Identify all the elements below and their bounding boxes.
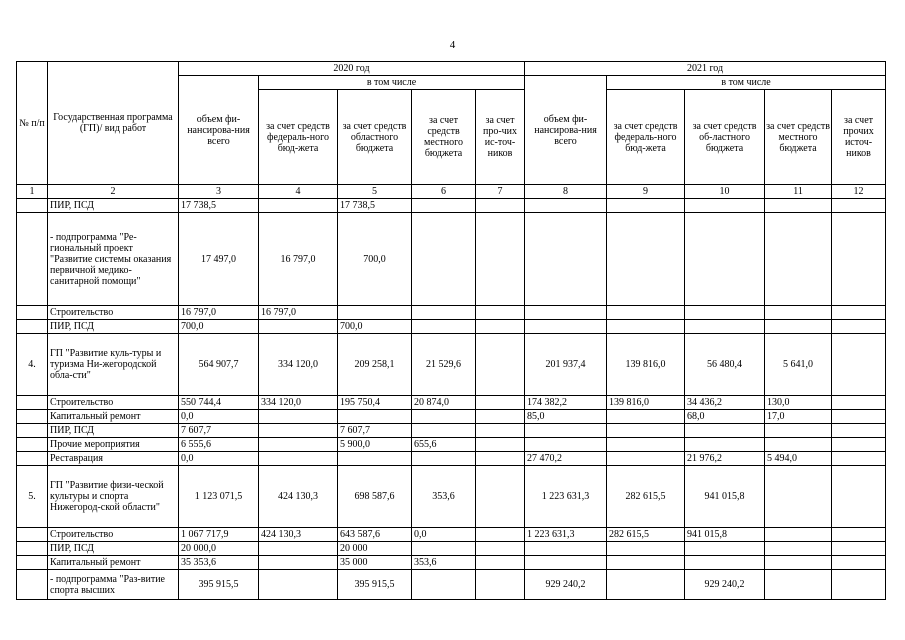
value-cell: 334 120,0 [259,334,338,396]
value-cell: 353,6 [412,466,476,528]
value-cell [259,452,338,466]
value-cell: 130,0 [765,396,832,410]
value-cell [476,542,525,556]
col-number: 2 [48,185,179,199]
value-cell [525,320,607,334]
value-cell [338,410,412,424]
table-row [17,396,886,410]
value-cell [685,542,765,556]
value-cell [832,466,886,528]
value-cell [832,213,886,306]
header-regional-2020: за счет средств областного бюджета [338,90,412,185]
row-name: ПИР, ПСД [48,542,179,556]
value-cell [685,320,765,334]
header-other-2020: за счет про-чих ис-точ-ников [476,90,525,185]
table-row [17,199,886,213]
value-cell [685,438,765,452]
value-cell: 550 744,4 [179,396,259,410]
value-cell [832,306,886,320]
value-cell: 17 738,5 [338,199,412,213]
col-number: 11 [765,185,832,199]
value-cell [765,466,832,528]
value-cell [832,320,886,334]
value-cell: 698 587,6 [338,466,412,528]
value-cell [607,542,685,556]
value-cell: 564 907,7 [179,334,259,396]
value-cell [685,424,765,438]
value-cell: 17 738,5 [179,199,259,213]
row-name: Строительство [48,396,179,410]
value-cell [259,542,338,556]
value-cell: 700,0 [179,320,259,334]
value-cell [607,570,685,600]
table-row [17,438,886,452]
row-name: - подпрограмма "Ре-гиональный проект "Развитие системы оказания первичной медико-санитарной помощи" [48,213,179,306]
value-cell [412,452,476,466]
header-total-2020: объем фи-нансирова-ния всего [179,76,259,185]
table-row [17,556,886,570]
value-cell: 1 223 631,3 [525,528,607,542]
header-year-2021: 2021 год [525,62,886,76]
table-row [17,334,886,396]
value-cell [525,438,607,452]
value-cell [412,213,476,306]
col-number: 10 [685,185,765,199]
value-cell [525,424,607,438]
row-number [17,213,48,306]
value-cell [476,438,525,452]
value-cell [476,213,525,306]
value-cell: 0,0 [412,528,476,542]
value-cell: 0,0 [179,410,259,424]
header-year-2020: 2020 год [179,62,525,76]
value-cell: 16 797,0 [259,306,338,320]
value-cell [685,199,765,213]
header-including-2020: в том числе [259,76,525,90]
page-number: 4 [449,39,456,51]
value-cell [685,213,765,306]
col-number: 7 [476,185,525,199]
value-cell: 21 529,6 [412,334,476,396]
row-name: Реставрация [48,452,179,466]
header-total-2021: объем фи-нансирова-ния всего [525,76,607,185]
col-number: 9 [607,185,685,199]
value-cell [476,452,525,466]
table-row [17,306,886,320]
value-cell [259,438,338,452]
value-cell [476,410,525,424]
row-number [17,396,48,410]
table-row [17,466,886,528]
row-name: ПИР, ПСД [48,320,179,334]
value-cell [476,528,525,542]
value-cell: 353,6 [412,556,476,570]
header-including-2021: в том числе [607,76,886,90]
value-cell: 17,0 [765,410,832,424]
value-cell [259,556,338,570]
value-cell [685,306,765,320]
value-cell [476,306,525,320]
row-number [17,556,48,570]
value-cell [525,556,607,570]
table-row [17,424,886,438]
header-num: № п/п [17,62,48,185]
value-cell: 85,0 [525,410,607,424]
row-name: Строительство [48,306,179,320]
value-cell [765,213,832,306]
row-number [17,570,48,600]
value-cell: 655,6 [412,438,476,452]
value-cell: 16 797,0 [179,306,259,320]
value-cell [259,199,338,213]
table-row [17,528,886,542]
value-cell: 139 816,0 [607,334,685,396]
value-cell [607,438,685,452]
value-cell: 20 874,0 [412,396,476,410]
header-federal-2020: за счет средств федераль-ного бюд-жета [259,90,338,185]
row-name: ГП "Развитие физи-ческой культуры и спорта Нижегород-ской области" [48,466,179,528]
value-cell: 35 353,6 [179,556,259,570]
value-cell [476,570,525,600]
value-cell [765,570,832,600]
value-cell: 5 641,0 [765,334,832,396]
value-cell [832,528,886,542]
value-cell [607,199,685,213]
col-number: 4 [259,185,338,199]
value-cell: 16 797,0 [259,213,338,306]
row-name: Прочие мероприятия [48,438,179,452]
value-cell [765,542,832,556]
value-cell [832,570,886,600]
value-cell: 6 555,6 [179,438,259,452]
row-number [17,320,48,334]
value-cell: 395 915,5 [338,570,412,600]
value-cell: 929 240,2 [525,570,607,600]
col-number: 3 [179,185,259,199]
value-cell [476,334,525,396]
value-cell [832,438,886,452]
value-cell [476,424,525,438]
row-name: ПИР, ПСД [48,199,179,213]
table-row [17,410,886,424]
value-cell [765,438,832,452]
value-cell: 201 937,4 [525,334,607,396]
value-cell [685,556,765,570]
row-number: 5. [17,466,48,528]
table-body [17,199,886,600]
value-cell [765,320,832,334]
value-cell [476,466,525,528]
value-cell [832,396,886,410]
header-local-2020: за счет средств местного бюджета [412,90,476,185]
value-cell: 34 436,2 [685,396,765,410]
value-cell: 195 750,4 [338,396,412,410]
value-cell [476,556,525,570]
col-number: 1 [17,185,48,199]
row-name: ГП "Развитие куль-туры и туризма Ни-жегородской обла-сти" [48,334,179,396]
table-row [17,452,886,466]
value-cell: 7 607,7 [338,424,412,438]
value-cell [607,452,685,466]
value-cell: 209 258,1 [338,334,412,396]
table-row [17,213,886,306]
row-name: - подпрограмма "Раз-витие спорта высших [48,570,179,600]
financing-table [16,61,886,600]
value-cell: 1 067 717,9 [179,528,259,542]
row-number [17,528,48,542]
value-cell: 700,0 [338,320,412,334]
value-cell [607,424,685,438]
col-number: 5 [338,185,412,199]
value-cell [832,199,886,213]
value-cell: 174 382,2 [525,396,607,410]
header-federal-2021: за счет средств федераль-ного бюд-жета [607,90,685,185]
value-cell: 424 130,3 [259,528,338,542]
value-cell [765,556,832,570]
row-name: ПИР, ПСД [48,424,179,438]
value-cell: 282 615,5 [607,528,685,542]
row-number [17,306,48,320]
value-cell [476,320,525,334]
row-number [17,199,48,213]
header-regional-2021: за счет средств об-ластного бюджета [685,90,765,185]
value-cell: 700,0 [338,213,412,306]
row-name: Строительство [48,528,179,542]
value-cell [832,410,886,424]
value-cell: 21 976,2 [685,452,765,466]
table-row [17,542,886,556]
value-cell [259,570,338,600]
value-cell: 941 015,8 [685,466,765,528]
value-cell: 20 000,0 [179,542,259,556]
value-cell [476,396,525,410]
value-cell: 424 130,3 [259,466,338,528]
column-number-row [17,185,886,199]
value-cell [412,410,476,424]
value-cell: 27 470,2 [525,452,607,466]
value-cell [412,570,476,600]
value-cell [765,306,832,320]
value-cell [765,199,832,213]
header-other-2021: за счет прочих источ-ников [832,90,886,185]
value-cell [476,199,525,213]
value-cell [412,424,476,438]
row-number [17,452,48,466]
value-cell: 20 000 [338,542,412,556]
value-cell [832,452,886,466]
row-number [17,438,48,452]
value-cell: 7 607,7 [179,424,259,438]
value-cell [338,452,412,466]
row-number: 4. [17,334,48,396]
value-cell [832,334,886,396]
row-number [17,410,48,424]
row-name: Капитальный ремонт [48,410,179,424]
value-cell: 941 015,8 [685,528,765,542]
value-cell [259,410,338,424]
value-cell [832,424,886,438]
row-number [17,424,48,438]
value-cell: 395 915,5 [179,570,259,600]
value-cell: 643 587,6 [338,528,412,542]
value-cell [412,199,476,213]
header-program: Государственная программа (ГП)/ вид работ [48,62,179,185]
value-cell: 334 120,0 [259,396,338,410]
value-cell [607,320,685,334]
value-cell: 17 497,0 [179,213,259,306]
value-cell: 5 494,0 [765,452,832,466]
value-cell [525,542,607,556]
col-number: 6 [412,185,476,199]
value-cell [412,542,476,556]
value-cell [765,424,832,438]
value-cell: 282 615,5 [607,466,685,528]
value-cell [259,320,338,334]
value-cell [412,306,476,320]
value-cell [607,213,685,306]
value-cell: 929 240,2 [685,570,765,600]
table-row [17,570,886,600]
value-cell: 1 123 071,5 [179,466,259,528]
value-cell: 68,0 [685,410,765,424]
value-cell [525,213,607,306]
value-cell [832,542,886,556]
table-row [17,320,886,334]
row-name: Капитальный ремонт [48,556,179,570]
value-cell [412,320,476,334]
value-cell [338,306,412,320]
value-cell [832,556,886,570]
value-cell [607,410,685,424]
value-cell [525,306,607,320]
row-number [17,542,48,556]
value-cell [607,556,685,570]
value-cell [607,306,685,320]
value-cell [259,424,338,438]
col-number: 8 [525,185,607,199]
value-cell: 35 000 [338,556,412,570]
value-cell: 139 816,0 [607,396,685,410]
value-cell: 1 223 631,3 [525,466,607,528]
header-local-2021: за счет средств местного бюджета [765,90,832,185]
value-cell: 56 480,4 [685,334,765,396]
col-number: 12 [832,185,886,199]
value-cell [765,528,832,542]
value-cell: 0,0 [179,452,259,466]
value-cell: 5 900,0 [338,438,412,452]
value-cell [525,199,607,213]
